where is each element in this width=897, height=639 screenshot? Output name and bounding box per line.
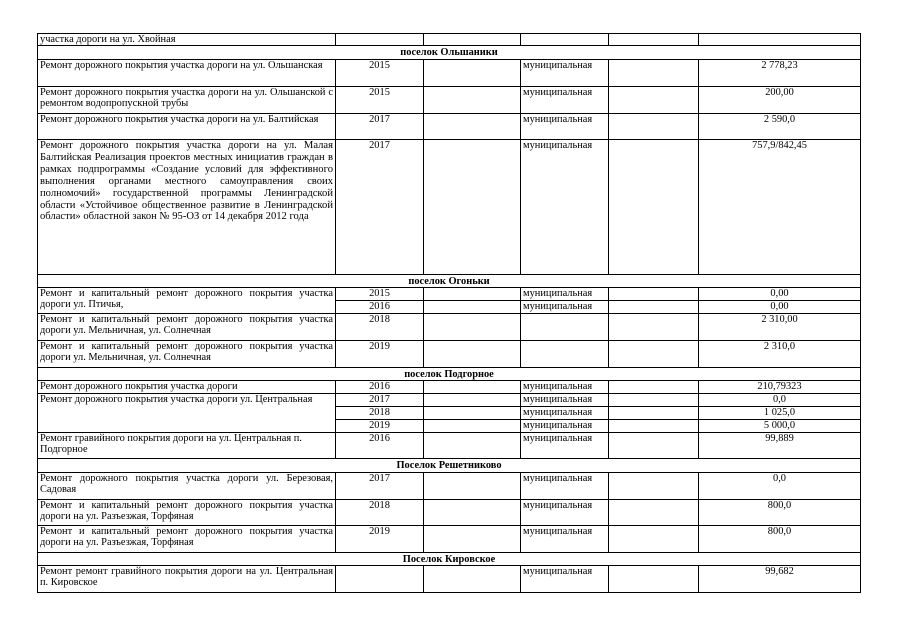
year-cell: 2016 (336, 433, 424, 459)
table-row (38, 394, 861, 407)
type-cell (521, 341, 609, 368)
amount-cell: 5 000,0 (699, 420, 861, 433)
empty-cell (424, 394, 521, 407)
year-cell: 2015 (336, 87, 424, 114)
table-row (38, 473, 861, 500)
empty-cell (609, 381, 699, 394)
year-cell: 2018 (336, 314, 424, 341)
amount-cell: 0,00 (699, 288, 861, 301)
description-cell: Ремонт и капитальный ремонт дорожного покрытия участка дороги ул. Мельничная, ул. Солнечная (38, 341, 336, 368)
empty-cell (424, 420, 521, 433)
empty-cell (609, 433, 699, 459)
table-row (38, 433, 861, 459)
type-cell: муниципальная (521, 60, 609, 87)
type-cell: муниципальная (521, 114, 609, 140)
table-row (38, 500, 861, 526)
description-cell: Ремонт и капитальный ремонт дорожного покрытия участка дороги ул. Мельничная, ул. Солнечная (38, 314, 336, 341)
empty-cell (609, 60, 699, 87)
empty-cell (424, 60, 521, 87)
type-cell (521, 314, 609, 341)
year-cell: 2016 (336, 301, 424, 314)
program-table (37, 33, 861, 593)
year-cell: 2019 (336, 420, 424, 433)
empty-cell (609, 420, 699, 433)
type-cell: муниципальная (521, 407, 609, 420)
empty-cell (424, 433, 521, 459)
type-cell: муниципальная (521, 473, 609, 500)
empty-cell (609, 473, 699, 500)
section-header-row (38, 553, 861, 566)
amount-cell: 210,79323 (699, 381, 861, 394)
year-cell: 2018 (336, 500, 424, 526)
empty-cell (424, 473, 521, 500)
amount-cell: 99,889 (699, 433, 861, 459)
type-cell (521, 34, 609, 46)
description-cell: Ремонт и капитальный ремонт дорожного покрытия участка дороги на ул. Разъезжая, Торфяная (38, 500, 336, 526)
empty-cell (424, 341, 521, 368)
amount-cell: 0,0 (699, 473, 861, 500)
amount-cell: 99,682 (699, 566, 861, 593)
amount-cell: 1 025,0 (699, 407, 861, 420)
table-row (38, 34, 861, 46)
table-row (38, 140, 861, 275)
description-cell: участка дороги на ул. Хвойная (38, 34, 336, 46)
description-cell: Ремонт дорожного покрытия участка дороги на ул. Балтийская (38, 114, 336, 140)
table-row (38, 60, 861, 87)
table-row (38, 87, 861, 114)
empty-cell (609, 114, 699, 140)
amount-cell: 800,0 (699, 526, 861, 553)
table-row (38, 381, 861, 394)
empty-cell (609, 140, 699, 275)
description-cell: Ремонт дорожного покрытия участка дороги на ул. Малая Балтийская Реализация проектов местных инициатив граждан в рамках подпрограммы «Создание условий для эффективного выполнения органами местного самоуправления своих полномочий» государственной программы Ленинградской области «Устойчивое общественное развитие в Ленинградской области» областной закон № 95-ОЗ от 14 декабря 2012 года (38, 140, 336, 275)
empty-cell (424, 301, 521, 314)
table-row (38, 566, 861, 593)
year-cell: 2015 (336, 60, 424, 87)
year-cell (336, 34, 424, 46)
description-cell: Ремонт гравийного покрытия дороги на ул. Центральная п. Подгорное (38, 433, 336, 459)
year-cell: 2017 (336, 473, 424, 500)
type-cell: муниципальная (521, 433, 609, 459)
amount-cell: 0,0 (699, 394, 861, 407)
amount-cell: 0,00 (699, 301, 861, 314)
amount-cell: 2 310,00 (699, 314, 861, 341)
amount-cell: 2 778,23 (699, 60, 861, 87)
section-title: Поселок Решетниково (38, 459, 861, 473)
section-title: поселок Ольшаники (38, 46, 861, 60)
description-cell: Ремонт и капитальный ремонт дорожного покрытия участка дороги на ул. Разъезжая, Торфяная (38, 526, 336, 553)
amount-cell: 200,00 (699, 87, 861, 114)
section-title: Поселок Кировское (38, 553, 861, 566)
section-header-row (38, 459, 861, 473)
empty-cell (609, 34, 699, 46)
empty-cell (609, 566, 699, 593)
empty-cell (424, 500, 521, 526)
year-cell: 2017 (336, 394, 424, 407)
empty-cell (424, 87, 521, 114)
type-cell: муниципальная (521, 420, 609, 433)
description-cell: Ремонт дорожного покрытия участка дороги ул. Центральная (38, 394, 336, 433)
empty-cell (424, 526, 521, 553)
section-header-row (38, 368, 861, 381)
year-cell: 2015 (336, 288, 424, 301)
description-cell: Ремонт ремонт гравийного покрытия дороги на ул. Центральная п. Кировское (38, 566, 336, 593)
year-cell: 2019 (336, 526, 424, 553)
empty-cell (424, 34, 521, 46)
year-cell: 2017 (336, 114, 424, 140)
empty-cell (424, 140, 521, 275)
section-header-row (38, 275, 861, 288)
table-row (38, 526, 861, 553)
year-cell (336, 566, 424, 593)
type-cell: муниципальная (521, 526, 609, 553)
year-cell: 2018 (336, 407, 424, 420)
type-cell: муниципальная (521, 394, 609, 407)
type-cell: муниципальная (521, 301, 609, 314)
type-cell: муниципальная (521, 500, 609, 526)
amount-cell: 800,0 (699, 500, 861, 526)
empty-cell (424, 566, 521, 593)
empty-cell (424, 314, 521, 341)
amount-cell: 757,9/842,45 (699, 140, 861, 275)
table-row (38, 314, 861, 341)
table-row (38, 288, 861, 301)
empty-cell (609, 500, 699, 526)
table-row (38, 341, 861, 368)
description-cell: Ремонт дорожного покрытия участка дороги на ул. Ольшанская (38, 60, 336, 87)
empty-cell (609, 341, 699, 368)
table-row (38, 114, 861, 140)
type-cell: муниципальная (521, 288, 609, 301)
empty-cell (424, 381, 521, 394)
type-cell: муниципальная (521, 87, 609, 114)
empty-cell (609, 314, 699, 341)
empty-cell (424, 407, 521, 420)
year-cell: 2019 (336, 341, 424, 368)
description-cell: Ремонт дорожного покрытия участка дороги ул. Березовая, Садовая (38, 473, 336, 500)
section-header-row (38, 46, 861, 60)
empty-cell (424, 288, 521, 301)
empty-cell (609, 87, 699, 114)
description-cell: Ремонт дорожного покрытия участка дороги (38, 381, 336, 394)
type-cell: муниципальная (521, 566, 609, 593)
year-cell: 2017 (336, 140, 424, 275)
empty-cell (609, 301, 699, 314)
description-cell: Ремонт и капитальный ремонт дорожного покрытия участка дороги ул. Птичья, (38, 288, 336, 314)
type-cell: муниципальная (521, 381, 609, 394)
amount-cell: 2 590,0 (699, 114, 861, 140)
empty-cell (424, 114, 521, 140)
amount-cell (699, 34, 861, 46)
year-cell: 2016 (336, 381, 424, 394)
empty-cell (609, 526, 699, 553)
section-title: поселок Огоньки (38, 275, 861, 288)
description-cell: Ремонт дорожного покрытия участка дороги на ул. Ольшанской с ремонтом водопропускной трубы (38, 87, 336, 114)
type-cell: муниципальная (521, 140, 609, 275)
amount-cell: 2 310,0 (699, 341, 861, 368)
section-title: поселок Подгорное (38, 368, 861, 381)
empty-cell (609, 288, 699, 301)
empty-cell (609, 394, 699, 407)
empty-cell (609, 407, 699, 420)
